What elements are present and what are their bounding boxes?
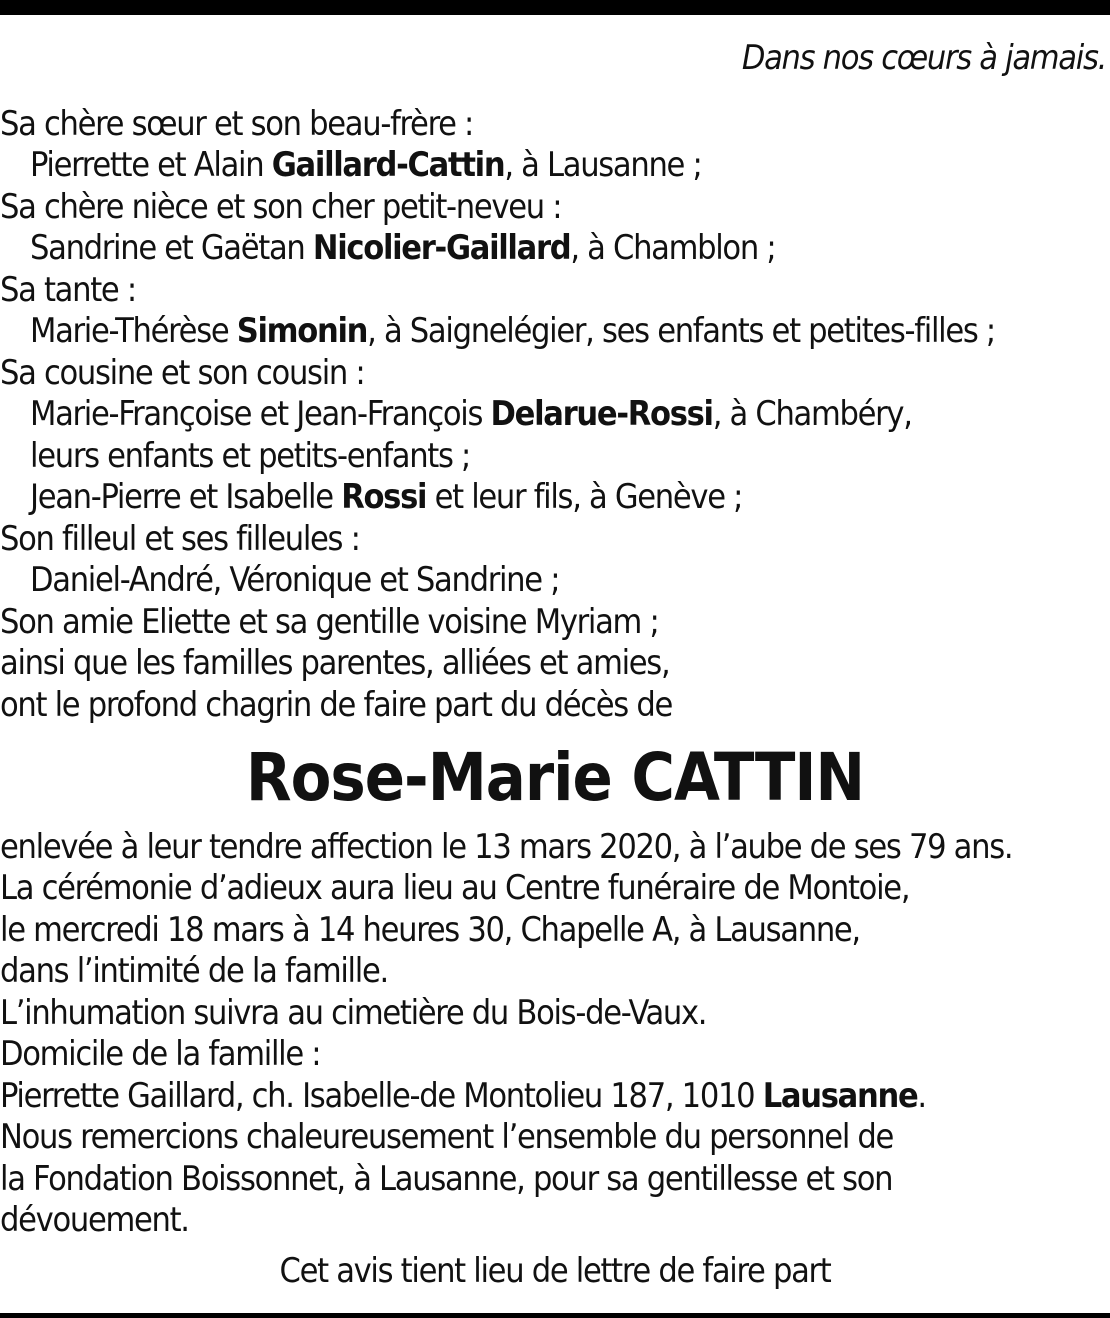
family-line: Sa cousine et son cousin : xyxy=(0,353,365,393)
details-line: La cérémonie d’adieux aura lieu au Centre funéraire de Montoie, xyxy=(0,868,910,908)
epigraph: Dans nos cœurs à jamais. xyxy=(741,38,1106,78)
family-line: Sa chère sœur et son beau-frère : xyxy=(0,104,474,144)
family-line: Son filleul et ses filleules : xyxy=(0,519,360,559)
family-line: Daniel-André, Véronique et Sandrine ; xyxy=(30,560,560,600)
family-line: Marie-Thérèse Simonin, à Saignelégier, ses enfants et petites-filles ; xyxy=(30,311,995,351)
family-line: Jean-Pierre et Isabelle Rossi et leur fils, à Genève ; xyxy=(30,477,743,517)
details-line: dans l’intimité de la famille. xyxy=(0,951,388,991)
family-line: ainsi que les familles parentes, alliées et amies, xyxy=(0,643,670,683)
family-line: Sandrine et Gaëtan Nicolier-Gaillard, à Chamblon ; xyxy=(30,228,776,268)
family-line: Pierrette et Alain Gaillard-Cattin, à Lausanne ; xyxy=(30,145,702,185)
family-line: Son amie Eliette et sa gentille voisine Myriam ; xyxy=(0,602,659,642)
details-line: le mercredi 18 mars à 14 heures 30, Chapelle A, à Lausanne, xyxy=(0,910,860,950)
details-line: la Fondation Boissonnet, à Lausanne, pour sa gentillesse et son xyxy=(0,1159,893,1199)
top-rule xyxy=(0,0,1110,15)
details-line: enlevée à leur tendre affection le 13 mars 2020, à l’aube de ses 79 ans. xyxy=(0,827,1013,867)
details-line: dévouement. xyxy=(0,1200,189,1240)
family-line: Sa tante : xyxy=(0,270,136,310)
details-line: Nous remercions chaleureusement l’ensemble du personnel de xyxy=(0,1117,894,1157)
family-line: leurs enfants et petits-enfants ; xyxy=(30,436,471,476)
details-line: Domicile de la famille : xyxy=(0,1034,321,1074)
footer-note: Cet avis tient lieu de lettre de faire part xyxy=(279,1251,831,1291)
family-line: ont le profond chagrin de faire part du décès de xyxy=(0,685,673,725)
family-line: Sa chère nièce et son cher petit-neveu : xyxy=(0,187,562,227)
family-line: Marie-Françoise et Jean-François Delarue-Rossi, à Chambéry, xyxy=(30,394,912,434)
deceased-name: Rose-Marie CATTIN xyxy=(245,739,865,816)
details-line: L’inhumation suivra au cimetière du Bois-de-Vaux. xyxy=(0,993,707,1033)
details-line: Pierrette Gaillard, ch. Isabelle-de Montolieu 187, 1010 Lausanne. xyxy=(0,1076,926,1116)
bottom-rule xyxy=(0,1313,1110,1318)
